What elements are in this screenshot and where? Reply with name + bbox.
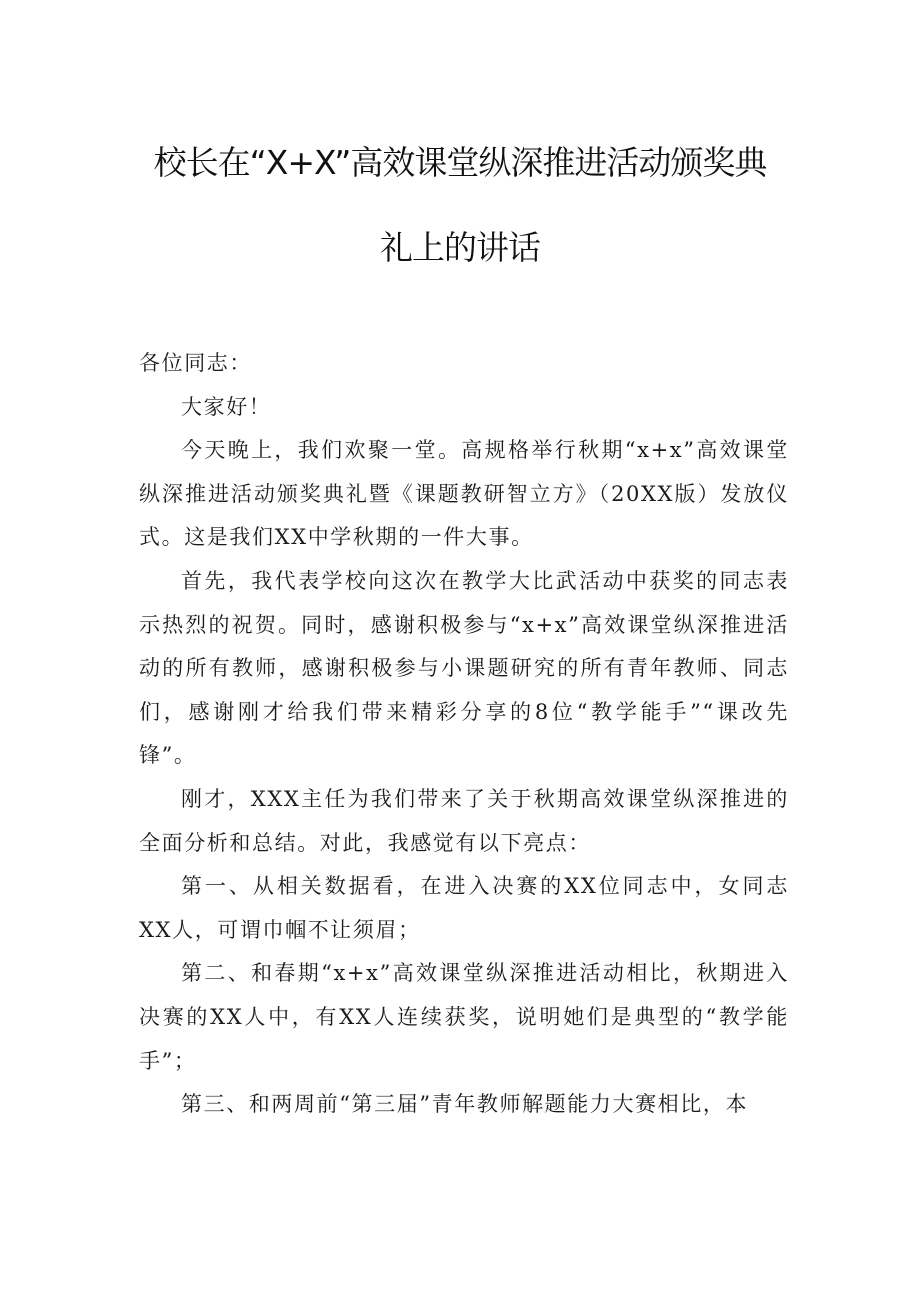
document-title-line-2: 礼上的讲话 (380, 228, 540, 267)
document-body (139, 342, 789, 1127)
paragraph-greeting: 大家好！ (181, 394, 272, 419)
paragraph-point-1: 第一、从相关数据看，在进入决赛的XX位同志中，女同志XX人，可谓巾帼不让须眉； (139, 874, 789, 942)
salutation: 各位同志： (139, 351, 252, 375)
paragraph-thanks: 首先，我代表学校向这次在教学大比武活动中获奖的同志表示热烈的祝贺。同时，感谢积极参与“x+x”高效课堂纵深推进活动的所有教师，感谢积极参与小课题研究的所有青年教师、同志们，感谢刚才给我们带来精彩分享的8位“教学能手”“课改先锋”。 (139, 568, 789, 768)
paragraph-opening: 今天晚上，我们欢聚一堂。高规格举行秋期“x+x”高效课堂纵深推进活动颁奖典礼暨《课题教研智立方》（20XX版）发放仪式。这是我们XX中学秋期的一件大事。 (139, 438, 789, 550)
paragraph-point-2: 第二、和春期“x+x”高效课堂纵深推进活动相比，秋期进入决赛的XX人中，有XX人连续获奖，说明她们是典型的“教学能手”； (139, 961, 789, 1073)
document-title-line-1: 校长在“X+X”高效课堂纵深推进活动颁奖典 (153, 143, 767, 182)
paragraph-point-3: 第三、和两周前“第三届”青年教师解题能力大赛相比，本 (181, 1092, 749, 1117)
paragraph-summary-intro: 刚才，XXX主任为我们带来了关于秋期高效课堂纵深推进的全面分析和总结。对此，我感觉有以下亮点： (139, 786, 789, 855)
